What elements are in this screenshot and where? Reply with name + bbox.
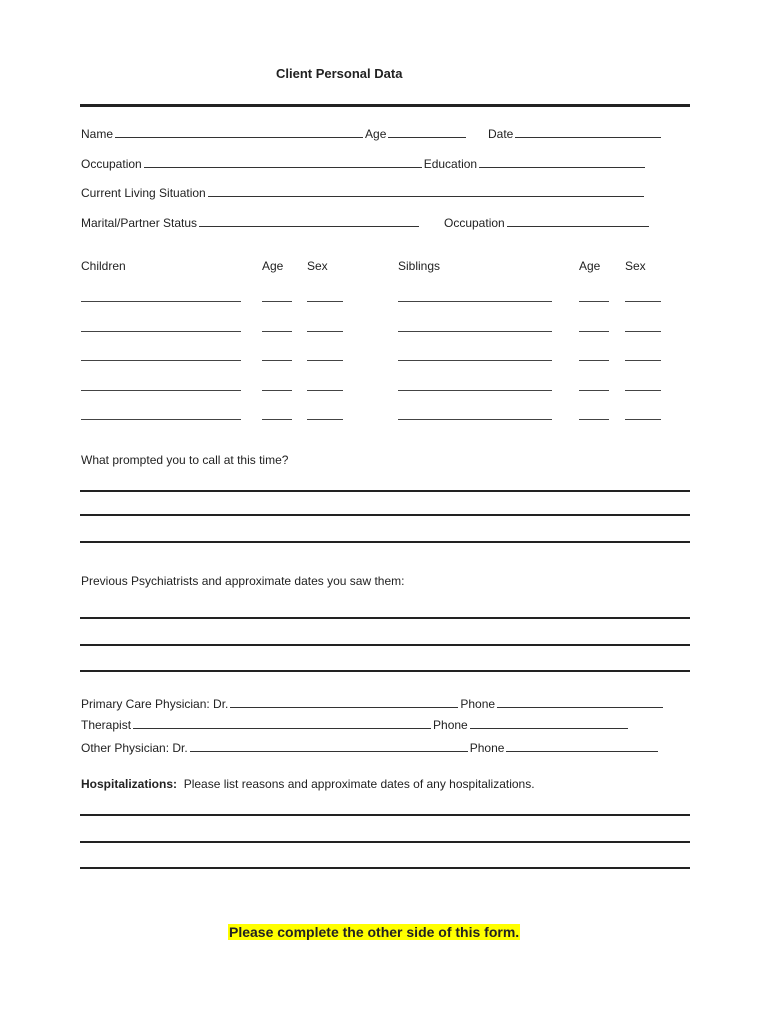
hospitalizations-label: Hospitalizations: xyxy=(81,777,178,791)
sibling-sex-field[interactable] xyxy=(625,331,661,332)
sibling-sex-field[interactable] xyxy=(625,419,661,420)
child-age-field[interactable] xyxy=(262,301,292,302)
marital-label: Marital/Partner Status xyxy=(81,216,198,230)
child-sex-field[interactable] xyxy=(307,390,343,391)
prompted-question: What prompted you to call at this time? xyxy=(81,453,289,467)
psychiatrists-line-2[interactable] xyxy=(80,644,690,646)
age-field[interactable] xyxy=(388,126,466,138)
therapist-phone-field[interactable] xyxy=(470,717,628,729)
date-label: Date xyxy=(488,127,514,141)
sibling-sex-field[interactable] xyxy=(625,301,661,302)
prompted-line-3[interactable] xyxy=(80,541,690,543)
hospitalizations-line-3[interactable] xyxy=(80,867,690,869)
therapist-phone-label: Phone xyxy=(433,718,468,732)
child-sex-field[interactable] xyxy=(307,331,343,332)
marital-field[interactable] xyxy=(199,215,419,227)
prompted-line-2[interactable] xyxy=(80,514,690,516)
psychiatrists-question: Previous Psychiatrists and approximate dates you saw them: xyxy=(81,574,405,588)
sibling-name-field[interactable] xyxy=(398,390,552,391)
child-age-field[interactable] xyxy=(262,390,292,391)
living-label: Current Living Situation xyxy=(81,186,206,200)
other-physician-row xyxy=(81,740,660,755)
children-header: Children xyxy=(81,259,126,273)
child-age-field[interactable] xyxy=(262,360,292,361)
other-phone-label: Phone xyxy=(469,741,505,755)
primary-physician-label: Primary Care Physician: Dr. xyxy=(81,697,229,711)
sibling-age-field[interactable] xyxy=(579,301,609,302)
child-sex-field[interactable] xyxy=(307,360,343,361)
children-sex-header: Sex xyxy=(307,259,328,273)
hospitalizations-line-1[interactable] xyxy=(80,814,690,816)
sibling-age-field[interactable] xyxy=(579,419,609,420)
siblings-header: Siblings xyxy=(398,259,441,273)
sibling-age-field[interactable] xyxy=(579,331,609,332)
education-field[interactable] xyxy=(479,156,645,168)
hospitalizations-line-2[interactable] xyxy=(80,841,690,843)
date-field[interactable] xyxy=(515,126,661,138)
child-name-field[interactable] xyxy=(81,419,241,420)
child-name-field[interactable] xyxy=(81,360,241,361)
sibling-name-field[interactable] xyxy=(398,360,552,361)
date-row xyxy=(488,126,663,141)
occupation-field[interactable] xyxy=(144,156,422,168)
education-label: Education xyxy=(423,157,478,171)
occupation-row xyxy=(81,156,647,171)
occupation-label: Occupation xyxy=(81,157,142,171)
partner-occupation-label: Occupation xyxy=(444,216,505,230)
partner-occupation-row xyxy=(444,215,651,230)
sibling-age-field[interactable] xyxy=(579,360,609,361)
other-physician-label: Other Physician: Dr. xyxy=(81,741,188,755)
marital-row xyxy=(81,215,421,230)
siblings-sex-header: Sex xyxy=(625,259,646,273)
child-age-field[interactable] xyxy=(262,331,292,332)
title-divider xyxy=(80,104,690,107)
living-row xyxy=(81,185,646,200)
partner-occupation-field[interactable] xyxy=(507,215,649,227)
child-name-field[interactable] xyxy=(81,390,241,391)
child-sex-field[interactable] xyxy=(307,419,343,420)
primary-physician-field[interactable] xyxy=(230,696,458,708)
hospitalizations-text: Please list reasons and approximate dates of any hospitalizations. xyxy=(183,777,535,791)
sibling-name-field[interactable] xyxy=(398,331,552,332)
sibling-sex-field[interactable] xyxy=(625,360,661,361)
children-age-header: Age xyxy=(262,259,284,273)
primary-physician-row xyxy=(81,696,665,711)
sibling-age-field[interactable] xyxy=(579,390,609,391)
name-field[interactable] xyxy=(115,126,363,138)
age-label: Age xyxy=(365,127,387,141)
other-physician-field[interactable] xyxy=(190,740,468,752)
child-name-field[interactable] xyxy=(81,331,241,332)
siblings-age-header: Age xyxy=(579,259,601,273)
sibling-sex-field[interactable] xyxy=(625,390,661,391)
page-title: Client Personal Data xyxy=(276,66,403,81)
therapist-row xyxy=(81,717,630,732)
primary-phone-field[interactable] xyxy=(497,696,663,708)
therapist-field[interactable] xyxy=(133,717,431,729)
footer-notice-text: Please complete the other side of this form. xyxy=(229,924,520,940)
psychiatrists-line-3[interactable] xyxy=(80,670,690,672)
name-row xyxy=(81,126,468,141)
hospitalizations-row xyxy=(81,777,535,791)
name-label: Name xyxy=(81,127,114,141)
child-name-field[interactable] xyxy=(81,301,241,302)
sibling-name-field[interactable] xyxy=(398,419,552,420)
footer-notice xyxy=(228,924,520,942)
sibling-name-field[interactable] xyxy=(398,301,552,302)
therapist-label: Therapist xyxy=(81,718,132,732)
psychiatrists-line-1[interactable] xyxy=(80,617,690,619)
prompted-line-1[interactable] xyxy=(80,490,690,492)
other-phone-field[interactable] xyxy=(506,740,658,752)
primary-phone-label: Phone xyxy=(460,697,496,711)
living-field[interactable] xyxy=(208,185,644,197)
child-sex-field[interactable] xyxy=(307,301,343,302)
child-age-field[interactable] xyxy=(262,419,292,420)
